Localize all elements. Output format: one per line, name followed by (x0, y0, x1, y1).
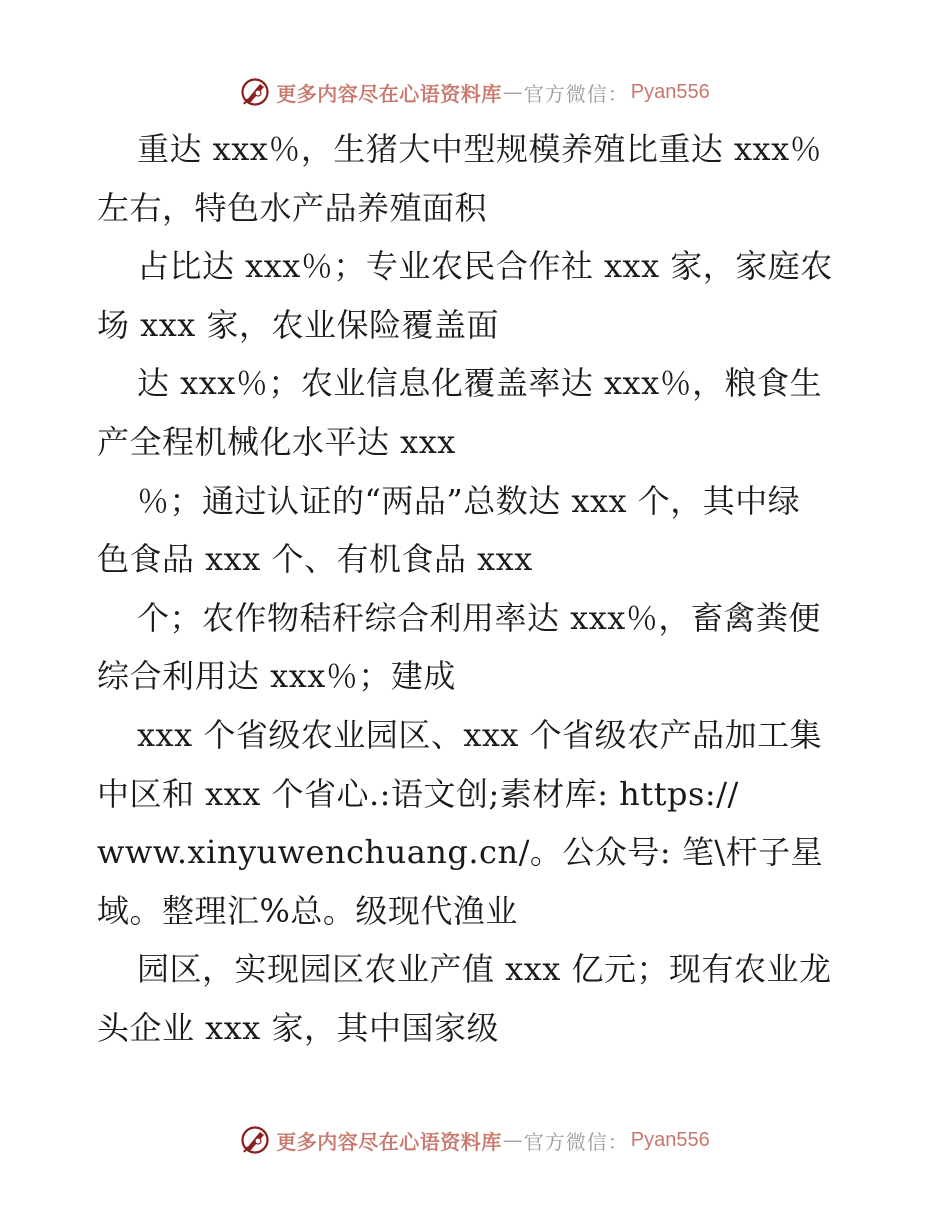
banner-wechat-label: 官方微信： (523, 1129, 629, 1154)
document-body (97, 120, 857, 1058)
text-line: 产全程机械化水平达 xxx (97, 422, 456, 461)
header-banner (0, 70, 950, 114)
text-line: 综合利用达 xxx％；建成 (97, 657, 456, 696)
text-line: 个；农作物秸秆综合利用率达 xxx％，畜禽粪便 (137, 598, 821, 637)
text-line: 左右，特色水产品养殖面积 (97, 188, 488, 227)
text-line: 域。整理汇%总。级现代渔业 (97, 891, 518, 930)
banner-title: 更多内容尽在心语资料库 (276, 81, 502, 106)
text-line: xxx 个省级农业园区、xxx 个省级农产品加工集 (137, 715, 823, 754)
text-line: 头企业 xxx 家，其中国家级 (97, 1008, 499, 1047)
footer-banner (0, 1118, 950, 1162)
text-line: www.xinyuwenchuang.cn/。公众号: 笔\杆子星 (97, 833, 824, 872)
text-line: 中区和 xxx 个省心.:语文创;素材库: https:// (97, 774, 739, 813)
quill-pen-logo-icon (240, 77, 270, 107)
banner-wechat-id: Pyan556 (630, 1128, 710, 1151)
text-line: ％；通过认证的“两品”总数达 xxx 个，其中绿 (137, 481, 801, 520)
text-line: 重达 xxx％，生猪大中型规模养殖比重达 xxx％ (137, 130, 823, 168)
banner-wechat-label: 官方微信： (523, 81, 629, 106)
text-line: 园区，实现园区农业产值 xxx 亿元；现有农业龙 (137, 950, 832, 989)
banner-title: 更多内容尽在心语资料库 (276, 1129, 502, 1154)
text-line: 色食品 xxx 个、有机食品 xxx (97, 540, 533, 579)
banner-separator: — (502, 1128, 523, 1152)
text-line: 达 xxx％；农业信息化覆盖率达 xxx％，粮食生 (137, 364, 823, 403)
banner-separator: — (502, 80, 523, 104)
quill-pen-logo-icon (240, 1125, 270, 1155)
text-line: 占比达 xxx％；专业农民合作社 xxx 家，家庭农 (137, 247, 833, 286)
banner-wechat-id: Pyan556 (630, 80, 710, 103)
text-line: 场 xxx 家，农业保险覆盖面 (97, 305, 499, 344)
